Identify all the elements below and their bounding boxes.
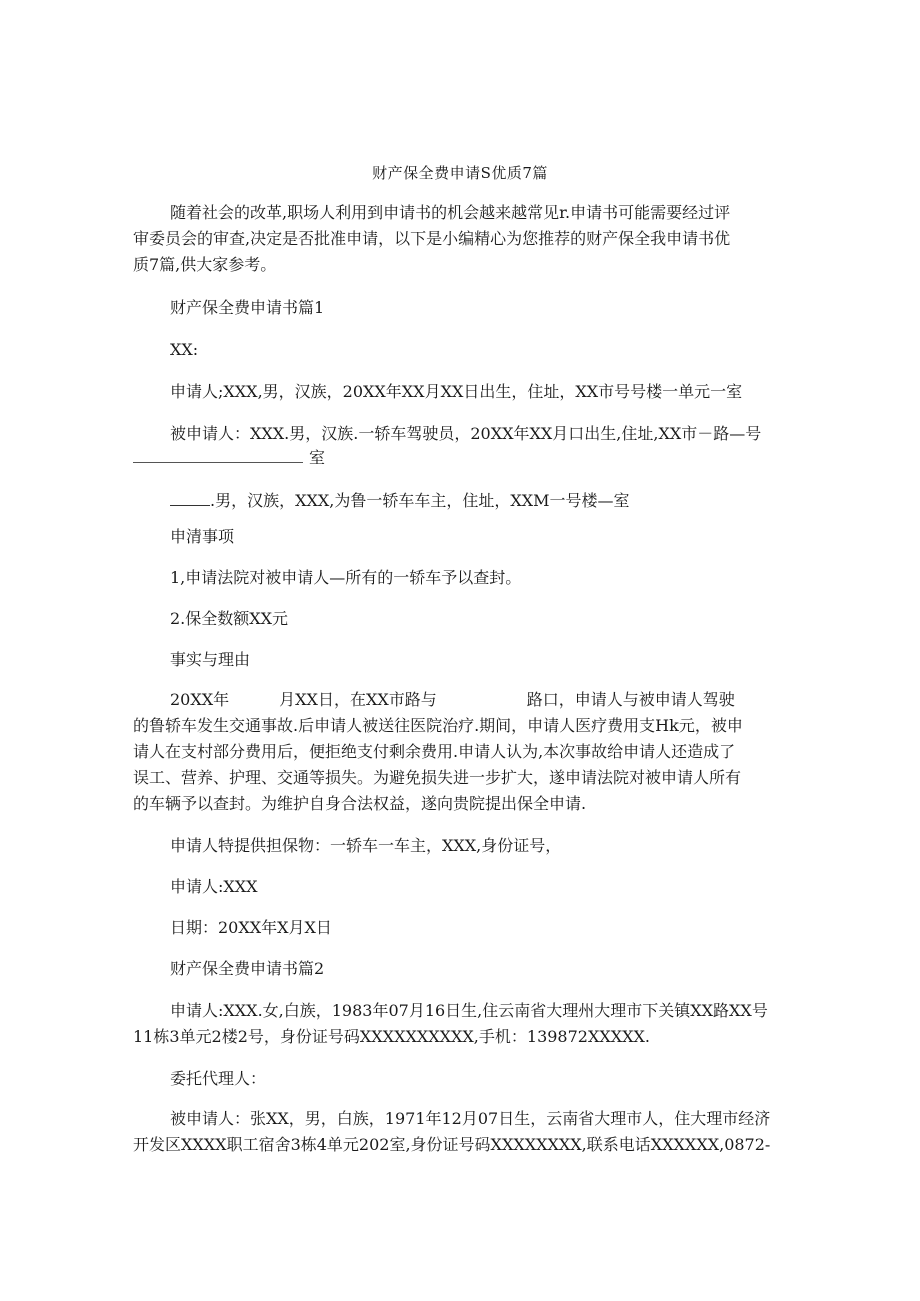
section1-heading: 财产保全费申请书篇1 (170, 298, 325, 317)
facts-first-a: 20XX年 (170, 690, 230, 709)
matter-1: 1,申请法院对被申请人—所有的一轿车予以查封。 (170, 568, 522, 587)
matters-heading: 申清事项 (170, 527, 235, 546)
intro-line-3: 质7篇,供大家参考。 (133, 255, 277, 274)
s2-respondent-line-1: 被申请人：张XX，男，白族，1971年12月07日生，云南省大理市人，住大理市经济 (170, 1109, 771, 1128)
owner-line-tail: .男，汉族，XXX,为鲁一轿车车主，住址，XXM一号楼—室 (210, 491, 630, 510)
owner-line (170, 488, 630, 514)
matter-2: 2.保全数额XX元 (170, 609, 289, 628)
document-title: 财产保全费申请S优质7篇 (372, 164, 548, 182)
s2-respondent-line-2: 开发区XXXX职工宿舍3栋4单元202室,身份证号码XXXXXXXX,联系电话XXXXXX,0872- (133, 1135, 771, 1154)
facts-first-b: 月XX日，在XX市路与 (279, 690, 437, 709)
facts-line-4: 误工、营养、护理、交通等损失。为避免损失进一步扩大，遂申请法院对被申请人所有 (133, 768, 742, 787)
intro-line-2: 审委员会的审查,决定是否批准申请，以下是小编精心为您推荐的财产保全我申请书优 (133, 229, 731, 248)
guarantee-line: 申请人特提供担保物：一轿车一车主，XXX,身份证号， (170, 836, 562, 855)
respondent-line-1: 被申请人：XXX.男，汉族.一轿车驾驶员，20XX年XX月口出生,住址,XX市－路—号 (170, 424, 762, 443)
respondent-line-2 (133, 445, 325, 471)
facts-heading: 事实与理由 (170, 650, 251, 669)
facts-line-5: 的车辆予以查封。为维护自身合法权益，遂向贵院提出保全申请. (133, 794, 587, 813)
applicant-line: 申请人;XXX,男，汉族，20XX年XX月XX日出生，住址，XX市号号楼一单元一室 (170, 382, 743, 401)
intro-line-1: 随着社会的改革,职场人利用到申请书的机会越来越常见r.申请书可能需要经过评 (170, 203, 731, 222)
signature-line: 申请人:XXX (170, 877, 258, 896)
respondent-line-2-tail: 室 (309, 448, 326, 467)
s2-applicant-line-1: 申请人:XXX.女,白族，1983年07月16日生,住云南省大理州大理市下关镇XX路XX号 (170, 1001, 768, 1020)
date-line: 日期：20XX年X月X日 (170, 918, 332, 937)
facts-line-3: 请人在支村部分费用后，便拒绝支付剩余费用.申请人认为,本次事故给申请人还造成了 (133, 742, 736, 761)
addressee: XX: (170, 340, 199, 359)
blank-underline-short (170, 491, 210, 506)
section2-heading: 财产保全费申请书篇2 (170, 959, 325, 978)
s2-agent-line: 委托代理人： (170, 1069, 267, 1088)
facts-first-line (170, 687, 735, 713)
facts-first-c: 路口，申请人与被申请人驾驶 (526, 690, 735, 709)
facts-line-2: 的鲁轿车发生交通事故.后申请人被送往医院治疗.期间，申请人医疗费用支Hk元，被申 (133, 716, 743, 735)
blank-underline (133, 448, 303, 463)
s2-applicant-line-2: 11栋3单元2楼2号，身份证号码XXXXXXXXXX,手机：139872XXXXX. (133, 1027, 651, 1046)
